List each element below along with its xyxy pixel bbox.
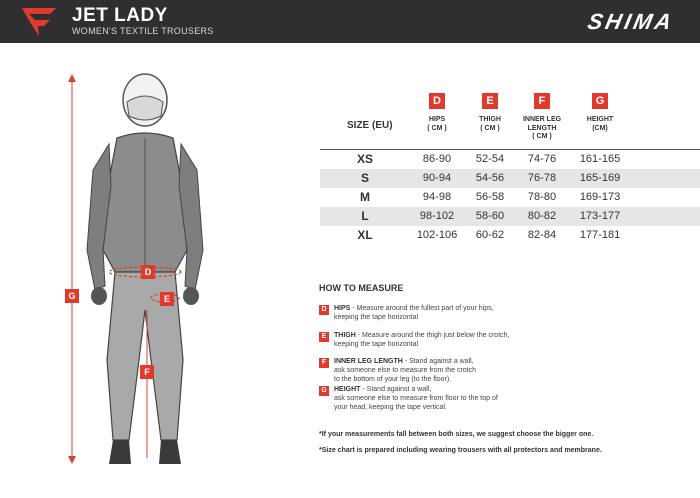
size-eu-header: SIZE (EU) bbox=[347, 120, 393, 131]
how-to-measure-title: HOW TO MEASURE bbox=[319, 283, 404, 293]
table-row: XS 86-90 52-54 74-76 161-165 bbox=[356, 152, 621, 166]
col-badge-height: G bbox=[592, 93, 608, 109]
measurement-figure bbox=[55, 60, 235, 490]
product-title: JET LADY bbox=[72, 5, 168, 26]
label-f-badge: F bbox=[140, 365, 154, 379]
shima-logo-icon bbox=[22, 8, 56, 36]
col-head-hips: HIPS ( CM ) bbox=[427, 116, 447, 132]
col-head-thigh: THIGH ( CM ) bbox=[479, 116, 501, 132]
note-between-sizes: *If your measurements fall between both sizes, we suggest choose the bigger one. bbox=[319, 431, 594, 438]
col-badge-hips: D bbox=[429, 93, 445, 109]
product-subtitle: WOMEN'S TEXTILE TROUSERS bbox=[72, 26, 214, 36]
col-badge-leg: F bbox=[534, 93, 550, 109]
col-head-height: HEIGHT (CM) bbox=[586, 116, 614, 132]
header-bar bbox=[0, 0, 700, 43]
label-e-badge: E bbox=[160, 292, 174, 306]
table-row: S 90-94 54-56 76-78 165-169 bbox=[320, 169, 700, 188]
table-row: L 98-102 58-60 80-82 173-177 bbox=[320, 207, 700, 226]
measure-badge: D bbox=[319, 305, 329, 315]
label-d-badge: D bbox=[141, 265, 155, 279]
label-g-badge: G bbox=[65, 289, 79, 303]
measure-badge: E bbox=[319, 332, 329, 342]
note-size-chart: *Size chart is prepared including wearing trousers with all protectors and membrane. bbox=[319, 447, 602, 454]
table-row: M 94-98 56-58 78-80 169-173 bbox=[360, 190, 621, 204]
measure-badge: F bbox=[319, 358, 329, 368]
measure-badge: G bbox=[319, 386, 329, 396]
col-badge-thigh: E bbox=[482, 93, 498, 109]
col-head-leg: INNER LEG LENGTH ( CM ) bbox=[522, 116, 562, 140]
table-row: XL 102-106 60-62 82-84 177-181 bbox=[357, 228, 621, 242]
brand-logo: SHIMA bbox=[585, 9, 677, 34]
